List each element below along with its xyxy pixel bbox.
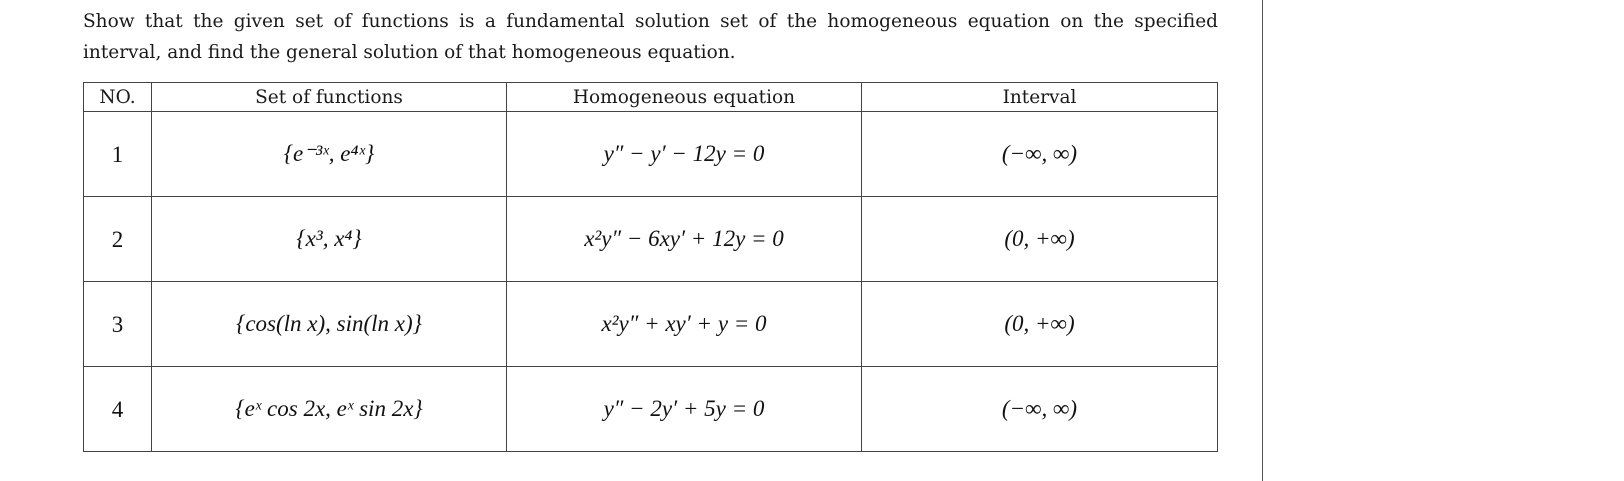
function-set: {x³, x⁴}	[152, 197, 507, 282]
instruction-line-1: Show that the given set of functions is a fundamental solution set of the homogeneous equation on the specified interval,	[83, 11, 1218, 63]
interval: (−∞, ∞)	[862, 112, 1218, 197]
row-number: 2	[84, 197, 152, 282]
problem-instruction	[83, 6, 1218, 68]
function-set: {e⁻³ˣ, e⁴ˣ}	[152, 112, 507, 197]
table-row	[84, 282, 1218, 367]
table-row	[84, 112, 1218, 197]
table-row	[84, 367, 1218, 452]
interval: (−∞, ∞)	[862, 367, 1218, 452]
homogeneous-equation: y″ − 2y′ + 5y = 0	[507, 367, 862, 452]
header-homogeneous-equation: Homogeneous equation	[507, 83, 862, 112]
header-interval: Interval	[862, 83, 1218, 112]
function-set: {eˣ cos 2x, eˣ sin 2x}	[152, 367, 507, 452]
interval: (0, +∞)	[862, 197, 1218, 282]
instruction-line-2: and find the general solution of that homogeneous equation.	[167, 42, 736, 63]
homogeneous-equation: x²y″ + xy′ + y = 0	[507, 282, 862, 367]
table-header-row	[84, 83, 1218, 112]
problems-table	[83, 82, 1218, 452]
interval: (0, +∞)	[862, 282, 1218, 367]
homogeneous-equation: x²y″ − 6xy′ + 12y = 0	[507, 197, 862, 282]
homogeneous-equation: y″ − y′ − 12y = 0	[507, 112, 862, 197]
header-no: NO.	[84, 83, 152, 112]
page-divider	[1262, 0, 1263, 481]
table-row	[84, 197, 1218, 282]
function-set: {cos(ln x), sin(ln x)}	[152, 282, 507, 367]
row-number: 1	[84, 112, 152, 197]
row-number: 4	[84, 367, 152, 452]
header-set-of-functions: Set of functions	[152, 83, 507, 112]
row-number: 3	[84, 282, 152, 367]
